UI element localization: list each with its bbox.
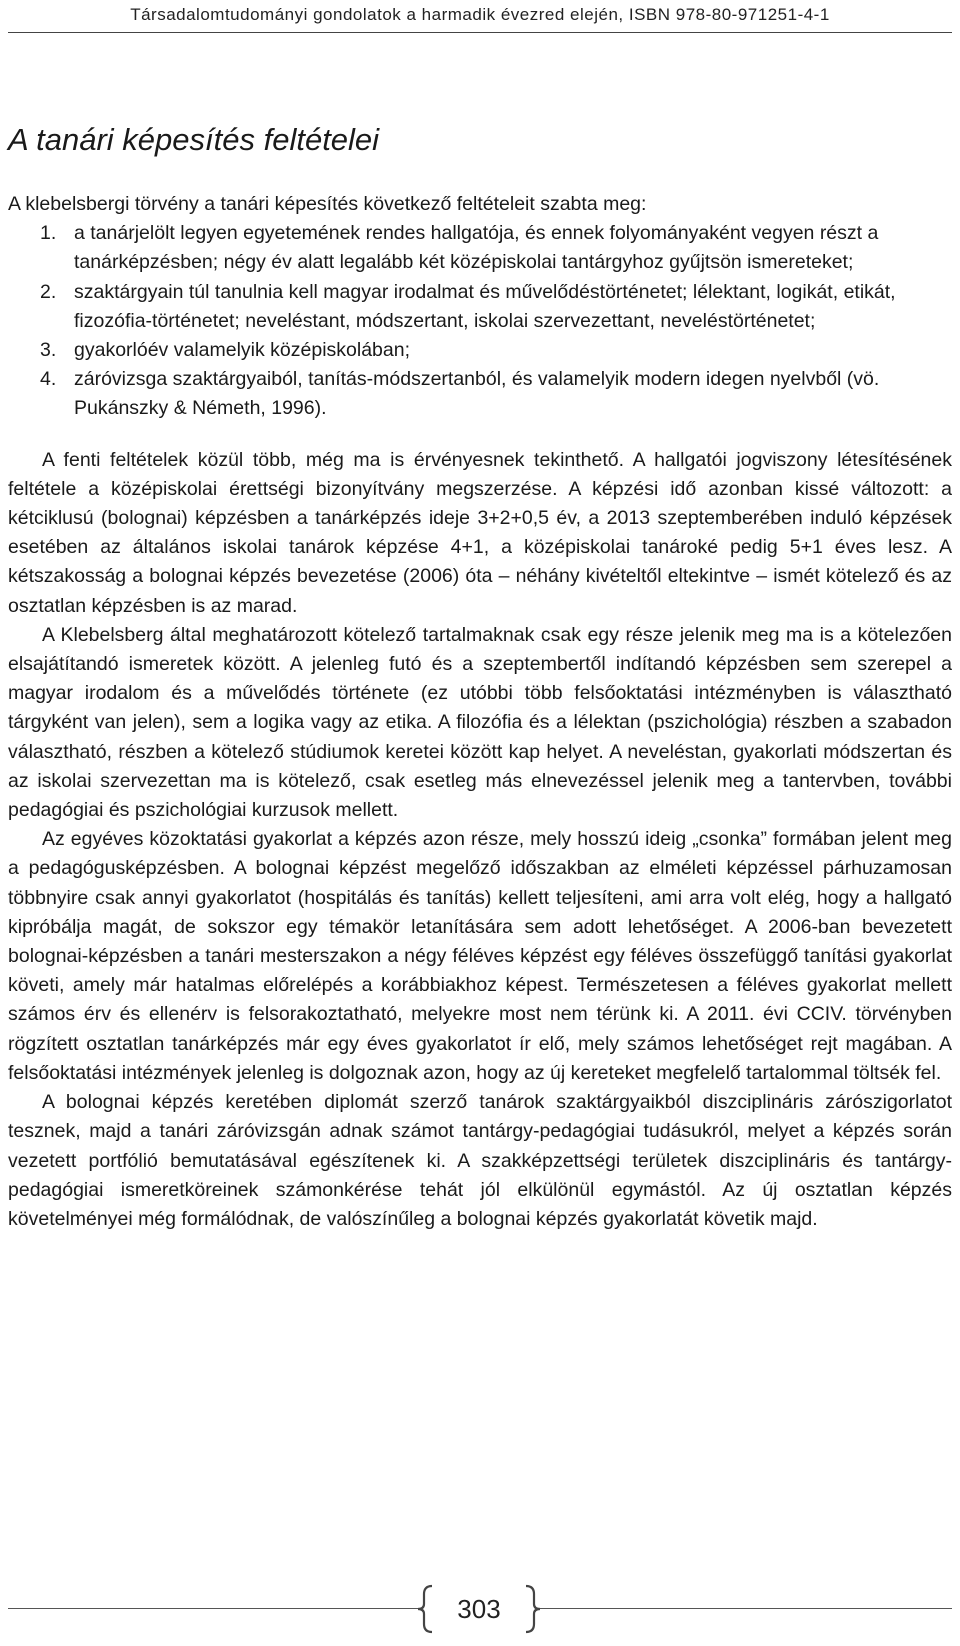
header-rule — [8, 32, 952, 33]
list-item-text: záróvizsga szaktárgyaiból, tanítás-módszertanból, és valamelyik modern idegen nyelvből (vö. Pukánszky & Németh, 1996). — [74, 368, 880, 420]
body-paragraph: Az egyéves közoktatási gyakorlat a képzés azon része, mely hosszú ideig „csonka” formában jelent meg a pedagógusképzésben. A bolognai képzést megelőző időszakban az elméleti képzéssel párhuzamosan többnyire csak annyi gyakorlatot (hospitálás és tanítás) kellett teljesíteni, ami arra volt elég, hogy a hallgató kipróbálja magát, de sokszor egy témakör letanítására sem adott lehetőséget. A 2006-ban bevezetett bolognai-képzésben a tanári mesterszakon a négy féléves képzést egy féléves összefüggő tanítási gyakorlat követi, amely már hatalmas előrelépés a korábbiakhoz képest. Természetesen a féléves gyakorlat mellett számos érv és ellenérv is felsorakoztatható, melyekre most nem térünk ki. A 2011. évi CCIV. törvényben rögzített osztatlan tanárképzés már egy éves gyakorlatot ír elő, mely számos lehetőséget rejt magában. A felsőoktatási intézmények jelenleg is dolgoznak azon, hogy az új kereteket megfelelő tartalommal töltsék fel. — [8, 828, 952, 1084]
list-item-number: 2. — [40, 280, 57, 303]
footer-rule-right — [540, 1608, 952, 1609]
body-paragraph: A fenti feltételek közül több, még ma is érvényesnek tekinthető. A hallgatói jogviszony létesítésének feltétele a középiskolai érettségi bizonyítvány megszerzése. A képzési idő azonban kissé változott: a kétciklusú (bolognai) képzésben a tanárképzés ideje 3+2+0,5 év, a 2013 szeptemberében induló képzések esetében az általános iskolai tanárok képzése 4+1, a középiskolai tanároké pedig 5+1 éves lesz. A kétszakosság a bolognai képzés bevezetése (2006) óta – néhány kivételtől eltekintve – ismét kötelező és az osztatlan képzésben is az marad. — [8, 448, 952, 617]
list-item — [8, 336, 952, 365]
list-item-text: a tanárjelölt legyen egyetemének rendes hallgatója, és ennek folyományaként vegyen részt a tanárképzésben; négy év alatt legalább két középiskolai tantárgyhoz gyűjtsön ismereteket; — [74, 222, 879, 274]
requirements-list — [8, 219, 952, 423]
list-item — [8, 278, 952, 336]
page-content — [8, 120, 952, 1234]
body-paragraph: A Klebelsberg által meghatározott kötelező tartalmaknak csak egy része jelenik meg ma is a kötelezően elsajátítandó ismeretek között. A jelenleg futó és a szeptembertől indítandó képzésben sem szerepel a magyar irodalom és a művelődés története (ez utóbbi több felsőoktatási intézményben is választható tárgyként van jelen), sem a logika vagy az etika. A filozófia és a lélektan (pszichológia) részben a szabadon választható, részben a kötelező stúdiumok keretei között kap helyet. A neveléstan, gyakorlati módszertan és az iskolai szervezettan ma is kötelező, csak esetleg más elnevezéssel jelenik meg a tantervben, további pedagógiai és pszichológiai kurzusok mellett. — [8, 623, 952, 822]
section-title: A tanári képesítés feltételei — [8, 122, 380, 157]
list-item — [8, 365, 952, 423]
list-item-number: 3. — [40, 339, 57, 362]
intro-paragraph: A klebelsbergi törvény a tanári képesítés következő feltételeit szabta meg: — [8, 193, 647, 215]
list-item-text: szaktárgyain túl tanulnia kell magyar irodalmat és művelődéstörténetet; lélektant, logikát, etikát, fizozófia-történetet; neveléstant, módszertant, iskolai szervezettant, neveléstörténetet; — [74, 280, 896, 332]
body-paragraph: A bolognai képzés keretében diplomát szerző tanárok szaktárgyaikból diszciplináris zárószigorlatot tesznek, majd a tanári záróvizsgán adnak számot tantárgy-pedagógiai tudásukról, melyet a képzés során vezetett portfólió bemutatásával egészítenek ki. A szakképzettségi területek diszciplináris és tantárgy-pedagógiai ismeretköreinek számonkérése tehát jól elkülönül egymástól. Az új osztatlan képzés követelményei még formálódnak, de valószínűleg a bolognai képzés gyakorlatát követik majd. — [8, 1091, 952, 1230]
running-header: Társadalomtudományi gondolatok a harmadik évezred elején, ISBN 978-80-971251-4-1 — [130, 5, 830, 24]
page-number: 303 — [457, 1594, 501, 1624]
list-item-number: 1. — [40, 222, 57, 245]
list-item-number: 4. — [40, 368, 57, 391]
list-item-text: gyakorlóév valamelyik középiskolában; — [74, 339, 411, 362]
footer-rule-left — [8, 1608, 418, 1609]
list-item — [8, 219, 952, 277]
page-footer — [0, 1584, 960, 1634]
